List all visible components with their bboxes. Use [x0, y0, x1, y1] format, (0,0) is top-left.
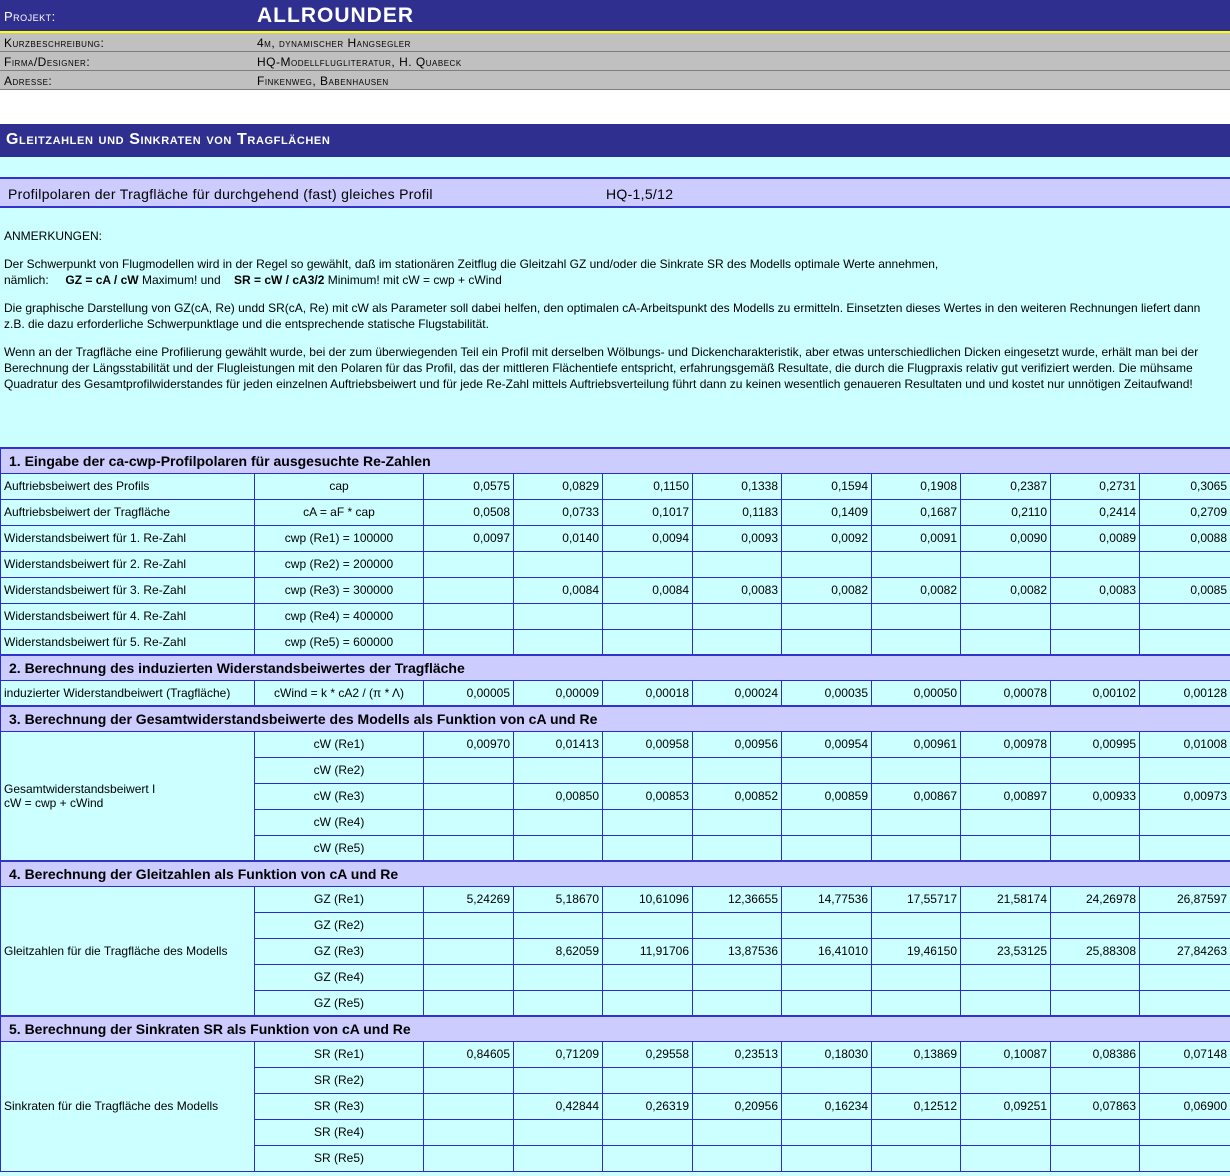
- row-label: Widerstandsbeiwert für 5. Re-Zahl: [1, 629, 255, 655]
- value-cell[interactable]: 0,1183: [693, 499, 782, 525]
- table-row: [1, 499, 1230, 525]
- value-cell[interactable]: 0,00850: [514, 783, 603, 809]
- value-cell[interactable]: [424, 783, 514, 809]
- table-row: [1, 1041, 1230, 1067]
- value-cell[interactable]: 0,0082: [961, 577, 1051, 603]
- value-cell[interactable]: 0,00995: [1051, 731, 1140, 757]
- header-row-kurzbeschreibung: [0, 33, 1230, 52]
- value-cell[interactable]: [603, 1145, 693, 1171]
- section-header-row: [1, 1016, 1230, 1041]
- value-cell[interactable]: 0,00128: [1140, 680, 1230, 706]
- value-cell[interactable]: [872, 835, 961, 861]
- value-cell[interactable]: 0,00005: [424, 680, 514, 706]
- value-cell[interactable]: [514, 990, 603, 1016]
- value-cell[interactable]: [424, 603, 514, 629]
- value-cell[interactable]: [424, 757, 514, 783]
- value-cell[interactable]: [782, 809, 872, 835]
- table-row: [1, 577, 1230, 603]
- section-header-row: [1, 448, 1230, 473]
- value-cell[interactable]: [424, 835, 514, 861]
- value-cell[interactable]: [872, 551, 961, 577]
- row-symbol: cW (Re4): [255, 809, 424, 835]
- value-cell[interactable]: [961, 809, 1051, 835]
- value-cell[interactable]: [693, 809, 782, 835]
- value-cell[interactable]: [1140, 551, 1230, 577]
- section-title: 1. Eingabe der ca-cwp-Profilpolaren für ausgesuchte Re-Zahlen: [1, 448, 1230, 473]
- value-cell[interactable]: 0,1687: [872, 499, 961, 525]
- value-cell[interactable]: 0,0093: [693, 525, 782, 551]
- value-cell[interactable]: 0,0090: [961, 525, 1051, 551]
- value-cell[interactable]: [424, 577, 514, 603]
- row-symbol: cwp (Re3) = 300000: [255, 577, 424, 603]
- value-cell[interactable]: [514, 809, 603, 835]
- value-cell[interactable]: 5,18670: [514, 886, 603, 912]
- value-cell[interactable]: 0,00973: [1140, 783, 1230, 809]
- value-cell[interactable]: 0,00956: [693, 731, 782, 757]
- notes-p2: Die graphische Darstellung von GZ(cA, Re) undd SR(cA, Re) mit cW als Parameter soll dabei helfen, den optimalen cA-Arbeitspunkt des Modells zu ermitteln. Einsetzten dieses Wertes in den weiteren Rechnungen liefert dann z.B. die dazu erforderliche Schwerpunktlage und die entsprechende statische Flugstabilität.: [4, 301, 1201, 331]
- value-cell[interactable]: [1051, 603, 1140, 629]
- project-header: [0, 0, 1230, 90]
- value-cell[interactable]: [603, 629, 693, 655]
- row-label: Widerstandsbeiwert für 3. Re-Zahl: [1, 577, 255, 603]
- value-cell[interactable]: [1140, 990, 1230, 1016]
- value-cell[interactable]: [961, 757, 1051, 783]
- value-cell[interactable]: [961, 551, 1051, 577]
- value-cell[interactable]: 16,41010: [782, 938, 872, 964]
- value-cell[interactable]: 0,10087: [961, 1041, 1051, 1067]
- value-cell[interactable]: 0,0083: [693, 577, 782, 603]
- notes-block: [4, 228, 1224, 404]
- value-cell[interactable]: [1051, 629, 1140, 655]
- value-cell[interactable]: 0,00078: [961, 680, 1051, 706]
- value-cell[interactable]: 0,20956: [693, 1093, 782, 1119]
- table-row: [1, 603, 1230, 629]
- value-cell[interactable]: 0,00859: [782, 783, 872, 809]
- value-cell[interactable]: [782, 912, 872, 938]
- section-title: 5. Berechnung der Sinkraten SR als Funktion von cA und Re: [1, 1016, 1230, 1041]
- table-row: [1, 473, 1230, 499]
- value-cell[interactable]: [693, 629, 782, 655]
- polar-table: [0, 447, 1230, 1172]
- value-cell[interactable]: [424, 912, 514, 938]
- row-symbol: cW (Re5): [255, 835, 424, 861]
- value-cell[interactable]: 0,01413: [514, 731, 603, 757]
- value-cell[interactable]: [782, 551, 872, 577]
- value-cell[interactable]: [872, 809, 961, 835]
- row-symbol: cW (Re1): [255, 731, 424, 757]
- value-cell[interactable]: [603, 990, 693, 1016]
- value-cell[interactable]: [782, 629, 872, 655]
- value-cell[interactable]: 23,53125: [961, 938, 1051, 964]
- table-row: [1, 886, 1230, 912]
- value-cell[interactable]: [424, 1093, 514, 1119]
- row-symbol: cap: [255, 473, 424, 499]
- value-cell[interactable]: [961, 835, 1051, 861]
- value-cell[interactable]: [514, 835, 603, 861]
- notes-minimum: Minimum! mit cW = cwp + cWind: [327, 273, 502, 287]
- value-cell[interactable]: 0,0082: [782, 577, 872, 603]
- value-cell[interactable]: [603, 912, 693, 938]
- row-symbol: GZ (Re4): [255, 964, 424, 990]
- value-cell[interactable]: 0,16234: [782, 1093, 872, 1119]
- row-symbol: SR (Re3): [255, 1093, 424, 1119]
- row-symbol: GZ (Re2): [255, 912, 424, 938]
- value-cell[interactable]: [603, 757, 693, 783]
- value-cell[interactable]: [1051, 1119, 1140, 1145]
- profil-header: [0, 177, 1230, 208]
- value-cell[interactable]: [693, 603, 782, 629]
- value-cell[interactable]: [961, 1119, 1051, 1145]
- project-label: Projekt:: [4, 9, 56, 24]
- value-cell[interactable]: [603, 809, 693, 835]
- notes-p3: Wenn an der Tragfläche eine Profilierung gewählt wurde, bei der zum überwiegenden Teil ein Profil mit derselben Wölbungs- und Dickencharakteristik, aber etwas unterschiedlichen Dicken eingesetzt wurde, erhält man bei der Berechnung der Längsstabilität und der Flugleistungen mit den Polaren für das Profil, das der mittleren Flächentiefe entspricht, erfahrungsgemäß Resultate, die durch die Flugpraxis relativ gut verifiziert werden. Die mühsame Quadratur des Gesamtprofilwiderstandes für jeden einzelnen Auftriebsbeiwert und für jede Re-Zahl mittels Auftriebsverteilung führt dann zu keinen wesentlich genaueren Resultaten und und kostet nur unnötigen Zeitaufwand!: [4, 345, 1199, 391]
- group-label: [1, 731, 255, 861]
- value-cell[interactable]: [872, 1145, 961, 1171]
- value-cell[interactable]: [514, 629, 603, 655]
- value-cell[interactable]: [782, 1145, 872, 1171]
- value-cell[interactable]: [514, 1067, 603, 1093]
- value-cell[interactable]: [424, 629, 514, 655]
- header-value[interactable]: 4m, dynamischer Hangsegler: [257, 36, 411, 50]
- value-cell[interactable]: [514, 551, 603, 577]
- section-header-row: [1, 861, 1230, 886]
- value-cell[interactable]: 0,0084: [514, 577, 603, 603]
- value-cell[interactable]: 0,2387: [961, 473, 1051, 499]
- notes-p1: [4, 256, 1224, 288]
- header-value[interactable]: HQ-Modellflugliteratur, H. Quabeck: [257, 55, 462, 69]
- value-cell[interactable]: [693, 551, 782, 577]
- value-cell[interactable]: 0,71209: [514, 1041, 603, 1067]
- value-cell[interactable]: [872, 990, 961, 1016]
- value-cell[interactable]: [1051, 1145, 1140, 1171]
- value-cell[interactable]: [424, 551, 514, 577]
- value-cell[interactable]: [961, 603, 1051, 629]
- value-cell[interactable]: [1140, 964, 1230, 990]
- value-cell[interactable]: 0,1338: [693, 473, 782, 499]
- value-cell[interactable]: 0,00897: [961, 783, 1051, 809]
- value-cell[interactable]: [424, 809, 514, 835]
- value-cell[interactable]: [1140, 629, 1230, 655]
- sr-formula: SR = cW / cA3/2: [234, 273, 325, 287]
- value-cell[interactable]: [424, 990, 514, 1016]
- row-symbol: GZ (Re5): [255, 990, 424, 1016]
- value-cell[interactable]: 0,0092: [782, 525, 872, 551]
- notes-p1-text: Der Schwerpunkt von Flugmodellen wird in der Regel so gewählt, daß im stationären Zeitflug die Gleitzahl GZ und/oder die Sinkrate SR des Modells optimale Werte annehmen,: [4, 257, 939, 271]
- value-cell[interactable]: 0,00970: [424, 731, 514, 757]
- value-cell[interactable]: [1140, 603, 1230, 629]
- value-cell[interactable]: [1140, 1119, 1230, 1145]
- value-cell[interactable]: [961, 1145, 1051, 1171]
- row-symbol: cwp (Re2) = 200000: [255, 551, 424, 577]
- gz-formula: GZ = cA / cW: [65, 273, 139, 287]
- profil-name[interactable]: HQ-1,5/12: [606, 186, 674, 202]
- value-cell[interactable]: [782, 835, 872, 861]
- value-cell[interactable]: [1051, 912, 1140, 938]
- value-cell[interactable]: 0,2110: [961, 499, 1051, 525]
- value-cell[interactable]: 0,00867: [872, 783, 961, 809]
- value-cell[interactable]: 24,26978: [1051, 886, 1140, 912]
- value-cell[interactable]: [961, 990, 1051, 1016]
- value-cell[interactable]: [1051, 835, 1140, 861]
- value-cell[interactable]: 0,08386: [1051, 1041, 1140, 1067]
- table-row: [1, 525, 1230, 551]
- value-cell[interactable]: [872, 912, 961, 938]
- table-row: [1, 629, 1230, 655]
- value-cell[interactable]: [693, 1119, 782, 1145]
- value-cell[interactable]: 0,1908: [872, 473, 961, 499]
- value-cell[interactable]: [603, 603, 693, 629]
- value-cell[interactable]: 0,23513: [693, 1041, 782, 1067]
- value-cell[interactable]: 14,77536: [782, 886, 872, 912]
- value-cell[interactable]: 0,00961: [872, 731, 961, 757]
- value-cell[interactable]: 0,84605: [424, 1041, 514, 1067]
- row-symbol: cwp (Re4) = 400000: [255, 603, 424, 629]
- value-cell[interactable]: [872, 964, 961, 990]
- value-cell[interactable]: [961, 1067, 1051, 1093]
- value-cell[interactable]: 0,07148: [1140, 1041, 1230, 1067]
- value-cell[interactable]: [1140, 1067, 1230, 1093]
- header-label: Firma/Designer:: [4, 55, 91, 69]
- value-cell[interactable]: 0,2709: [1140, 499, 1230, 525]
- row-symbol: cWind = k * cA2 / (π * Λ): [255, 680, 424, 706]
- row-symbol: SR (Re2): [255, 1067, 424, 1093]
- value-cell[interactable]: [1140, 757, 1230, 783]
- value-cell[interactable]: 0,00102: [1051, 680, 1140, 706]
- value-cell[interactable]: 0,0829: [514, 473, 603, 499]
- profil-title: Profilpolaren der Tragfläche für durchgehend (fast) gleiches Profil: [8, 186, 433, 202]
- row-label: induzierter Widerstandbeiwert (Tragfläche): [1, 680, 255, 706]
- value-cell[interactable]: [1140, 1145, 1230, 1171]
- value-cell[interactable]: [872, 603, 961, 629]
- header-label: Adresse:: [4, 74, 53, 88]
- value-cell[interactable]: 0,0094: [603, 525, 693, 551]
- value-cell[interactable]: 25,88308: [1051, 938, 1140, 964]
- notes-p1-prefix: nämlich:: [4, 273, 49, 287]
- value-cell[interactable]: 19,46150: [872, 938, 961, 964]
- value-cell[interactable]: 0,00978: [961, 731, 1051, 757]
- row-label: Widerstandsbeiwert für 4. Re-Zahl: [1, 603, 255, 629]
- value-cell[interactable]: [1140, 835, 1230, 861]
- value-cell[interactable]: [424, 938, 514, 964]
- value-cell[interactable]: 0,0088: [1140, 525, 1230, 551]
- value-cell[interactable]: 0,00024: [693, 680, 782, 706]
- group-label-formula: cW = cwp + cWind: [4, 795, 104, 810]
- value-cell[interactable]: [693, 757, 782, 783]
- value-cell[interactable]: [693, 1067, 782, 1093]
- value-cell[interactable]: 0,00050: [872, 680, 961, 706]
- value-cell[interactable]: [693, 912, 782, 938]
- group-label-text: Sinkraten für die Tragfläche des Modells: [4, 1099, 219, 1113]
- project-row: [0, 0, 1230, 33]
- value-cell[interactable]: 0,0085: [1140, 577, 1230, 603]
- value-cell[interactable]: 0,00018: [603, 680, 693, 706]
- value-cell[interactable]: 0,0508: [424, 499, 514, 525]
- value-cell[interactable]: 0,1150: [603, 473, 693, 499]
- header-value[interactable]: Finkenweg, Babenhausen: [257, 74, 389, 88]
- row-symbol: SR (Re5): [255, 1145, 424, 1171]
- value-cell[interactable]: 13,87536: [693, 938, 782, 964]
- value-cell[interactable]: [514, 912, 603, 938]
- value-cell[interactable]: 0,26319: [603, 1093, 693, 1119]
- value-cell[interactable]: 0,00853: [603, 783, 693, 809]
- value-cell[interactable]: [603, 551, 693, 577]
- value-cell[interactable]: [961, 964, 1051, 990]
- value-cell[interactable]: [514, 964, 603, 990]
- value-cell[interactable]: [961, 912, 1051, 938]
- header-row-firma: [0, 52, 1230, 71]
- value-cell[interactable]: 0,0084: [603, 577, 693, 603]
- value-cell[interactable]: [872, 757, 961, 783]
- table-row: [1, 551, 1230, 577]
- value-cell[interactable]: [514, 1119, 603, 1145]
- value-cell[interactable]: 10,61096: [603, 886, 693, 912]
- value-cell[interactable]: [1051, 1067, 1140, 1093]
- group-label-text: Gesamtwiderstandsbeiwert I: [4, 781, 156, 796]
- value-cell[interactable]: [693, 835, 782, 861]
- value-cell[interactable]: [514, 1145, 603, 1171]
- row-symbol: cW (Re3): [255, 783, 424, 809]
- row-symbol: cW (Re2): [255, 757, 424, 783]
- value-cell[interactable]: [1140, 809, 1230, 835]
- value-cell[interactable]: [1051, 990, 1140, 1016]
- row-label: Widerstandsbeiwert für 1. Re-Zahl: [1, 525, 255, 551]
- section-header-row: [1, 706, 1230, 731]
- value-cell[interactable]: 11,91706: [603, 938, 693, 964]
- value-cell[interactable]: [1051, 551, 1140, 577]
- value-cell[interactable]: 0,06900: [1140, 1093, 1230, 1119]
- value-cell[interactable]: [782, 603, 872, 629]
- value-cell[interactable]: 0,09251: [961, 1093, 1051, 1119]
- value-cell[interactable]: [424, 1119, 514, 1145]
- value-cell[interactable]: [603, 1119, 693, 1145]
- header-row-adresse: [0, 71, 1230, 90]
- row-label: Auftriebsbeiwert des Profils: [1, 473, 255, 499]
- value-cell[interactable]: 0,3065: [1140, 473, 1230, 499]
- row-symbol: cwp (Re5) = 600000: [255, 629, 424, 655]
- section-title: 2. Berechnung des induzierten Widerstandsbeiwertes der Tragfläche: [1, 655, 1230, 680]
- value-cell[interactable]: 0,0089: [1051, 525, 1140, 551]
- value-cell[interactable]: 0,1594: [782, 473, 872, 499]
- value-cell[interactable]: [693, 990, 782, 1016]
- section-band-title: Gleitzahlen und Sinkraten von Tragflächen: [0, 124, 1230, 157]
- value-cell[interactable]: [782, 1067, 872, 1093]
- value-cell[interactable]: 0,0083: [1051, 577, 1140, 603]
- value-cell[interactable]: [603, 835, 693, 861]
- value-cell[interactable]: [603, 1067, 693, 1093]
- value-cell[interactable]: [603, 964, 693, 990]
- header-label: Kurzbeschreibung:: [4, 36, 105, 50]
- value-cell[interactable]: 0,00958: [603, 731, 693, 757]
- row-symbol: GZ (Re3): [255, 938, 424, 964]
- value-cell[interactable]: 12,36655: [693, 886, 782, 912]
- row-symbol: cwp (Re1) = 100000: [255, 525, 424, 551]
- value-cell[interactable]: 0,00933: [1051, 783, 1140, 809]
- value-cell[interactable]: 0,29558: [603, 1041, 693, 1067]
- value-cell[interactable]: [782, 1119, 872, 1145]
- group-label: [1, 1041, 255, 1171]
- section-title: 3. Berechnung der Gesamtwiderstandsbeiwerte des Modells als Funktion von cA und Re: [1, 706, 1230, 731]
- value-cell[interactable]: 17,55717: [872, 886, 961, 912]
- value-cell[interactable]: 0,18030: [782, 1041, 872, 1067]
- value-cell[interactable]: 0,42844: [514, 1093, 603, 1119]
- row-symbol: cA = aF * cap: [255, 499, 424, 525]
- value-cell[interactable]: [961, 629, 1051, 655]
- value-cell[interactable]: 0,1017: [603, 499, 693, 525]
- value-cell[interactable]: [514, 757, 603, 783]
- group-label: [1, 886, 255, 1016]
- value-cell[interactable]: [872, 1119, 961, 1145]
- value-cell[interactable]: 0,0575: [424, 473, 514, 499]
- value-cell[interactable]: 0,00954: [782, 731, 872, 757]
- value-cell[interactable]: 0,0091: [872, 525, 961, 551]
- value-cell[interactable]: [424, 1145, 514, 1171]
- value-cell[interactable]: [782, 964, 872, 990]
- section-header-row: [1, 655, 1230, 680]
- value-cell[interactable]: [424, 964, 514, 990]
- value-cell[interactable]: [1051, 809, 1140, 835]
- value-cell[interactable]: 26,87597: [1140, 886, 1230, 912]
- value-cell[interactable]: [514, 603, 603, 629]
- value-cell[interactable]: [1140, 912, 1230, 938]
- value-cell[interactable]: 0,00852: [693, 783, 782, 809]
- value-cell[interactable]: 0,1409: [782, 499, 872, 525]
- row-symbol: SR (Re4): [255, 1119, 424, 1145]
- section-title: 4. Berechnung der Gleitzahlen als Funktion von cA und Re: [1, 861, 1230, 886]
- value-cell[interactable]: 0,0733: [514, 499, 603, 525]
- row-label: Widerstandsbeiwert für 2. Re-Zahl: [1, 551, 255, 577]
- notes-maximum: Maximum! und: [141, 273, 221, 287]
- value-cell[interactable]: 0,07863: [1051, 1093, 1140, 1119]
- value-cell[interactable]: [1051, 757, 1140, 783]
- value-cell[interactable]: 0,0082: [872, 577, 961, 603]
- row-label: Auftriebsbeiwert der Tragfläche: [1, 499, 255, 525]
- table-row: [1, 680, 1230, 706]
- value-cell[interactable]: 0,0097: [424, 525, 514, 551]
- value-cell[interactable]: 5,24269: [424, 886, 514, 912]
- value-cell[interactable]: [872, 1067, 961, 1093]
- group-label-text: Gleitzahlen für die Tragfläche des Modells: [4, 943, 228, 958]
- value-cell[interactable]: [1051, 964, 1140, 990]
- row-symbol: GZ (Re1): [255, 886, 424, 912]
- table-row: [1, 731, 1230, 757]
- value-cell[interactable]: 27,84263: [1140, 938, 1230, 964]
- value-cell[interactable]: [782, 990, 872, 1016]
- value-cell[interactable]: 0,2731: [1051, 473, 1140, 499]
- value-cell[interactable]: [424, 1067, 514, 1093]
- project-name[interactable]: ALLROUNDER: [257, 4, 414, 27]
- value-cell[interactable]: [782, 757, 872, 783]
- value-cell[interactable]: [872, 629, 961, 655]
- value-cell[interactable]: 0,0140: [514, 525, 603, 551]
- value-cell[interactable]: 0,00009: [514, 680, 603, 706]
- value-cell[interactable]: 0,2414: [1051, 499, 1140, 525]
- value-cell[interactable]: 0,00035: [782, 680, 872, 706]
- value-cell[interactable]: 0,12512: [872, 1093, 961, 1119]
- value-cell[interactable]: 0,01008: [1140, 731, 1230, 757]
- row-symbol: SR (Re1): [255, 1041, 424, 1067]
- value-cell[interactable]: [693, 1145, 782, 1171]
- notes-heading: ANMERKUNGEN:: [4, 229, 103, 243]
- value-cell[interactable]: 8,62059: [514, 938, 603, 964]
- value-cell[interactable]: [693, 964, 782, 990]
- value-cell[interactable]: 0,13869: [872, 1041, 961, 1067]
- value-cell[interactable]: 21,58174: [961, 886, 1051, 912]
